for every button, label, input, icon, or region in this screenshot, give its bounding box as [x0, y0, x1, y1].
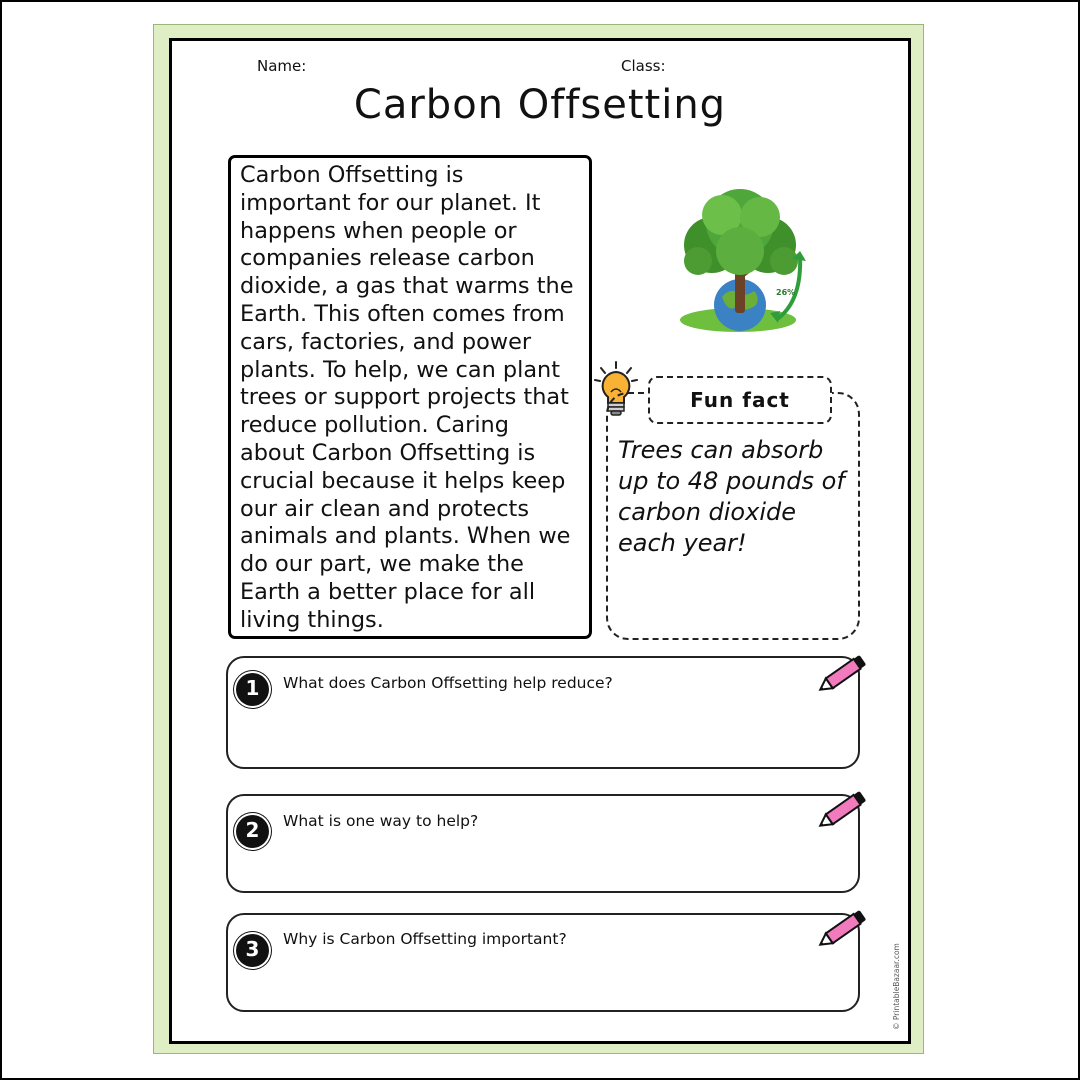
reading-passage	[228, 155, 592, 639]
answer-box-1[interactable]	[226, 656, 860, 769]
answer-box-2[interactable]	[226, 794, 860, 893]
percent-badge: 26%	[776, 288, 796, 297]
class-label: Class:	[621, 57, 666, 75]
pencil-icon	[818, 786, 870, 832]
page-title: Carbon Offsetting	[353, 82, 727, 128]
question-number-3: 3	[236, 934, 269, 967]
question-2-text: What is one way to help?	[283, 812, 479, 830]
question-number-2: 2	[236, 815, 269, 848]
fun-fact-text: Trees can absorb up to 48 pounds of carbon dioxide each year!	[618, 436, 845, 557]
tree-globe-illustration	[672, 185, 812, 335]
question-3-text: Why is Carbon Offsetting important?	[283, 930, 567, 948]
fun-fact-heading: Fun fact	[648, 376, 832, 424]
passage-text: Carbon Offsetting is important for our planet. It happens when people or companies release carbon dioxide, a gas that warms the Earth. This often comes from cars, factories, and power plants. To help, we can plant trees or support projects that reduce pollution. Caring about Carbon Offsetting is crucial because it helps keep our air clean and protects animals and plants. When we do our part, we make the Earth a better place for all living things.	[240, 162, 574, 633]
question-number-1: 1	[236, 673, 269, 706]
copyright-credit: © PrintableBazaar.com	[892, 943, 901, 1030]
pencil-icon	[818, 905, 870, 951]
name-label: Name:	[257, 57, 307, 75]
question-1-text: What does Carbon Offsetting help reduce?	[283, 674, 613, 692]
pencil-icon	[818, 650, 870, 696]
answer-box-3[interactable]	[226, 913, 860, 1012]
